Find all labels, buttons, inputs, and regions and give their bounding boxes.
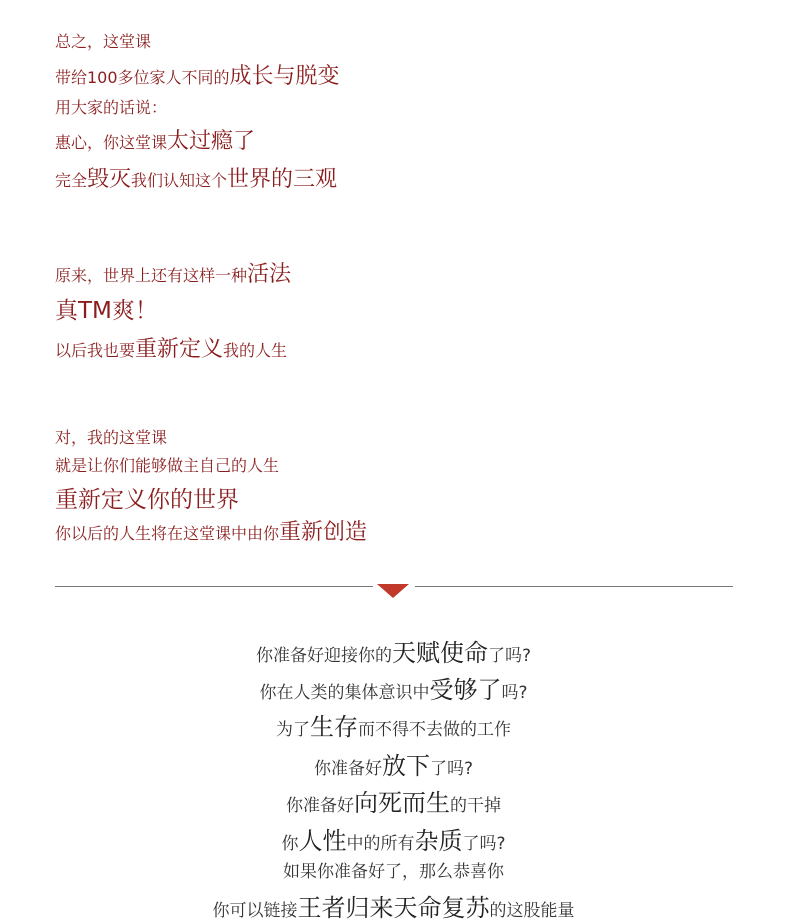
triangle-down-icon xyxy=(377,584,409,598)
text-run-emphasis: 活法 xyxy=(247,262,292,287)
text-line xyxy=(0,864,787,881)
text-run: 了吗? xyxy=(487,646,532,666)
text-line xyxy=(55,131,255,153)
text-run-emphasis: 人性 xyxy=(298,827,347,855)
text-line xyxy=(0,829,787,853)
text-run: 用大家的话说： xyxy=(55,98,168,117)
text-line xyxy=(55,264,291,286)
text-run: 了吗? xyxy=(462,834,506,854)
text-run: 的干掉 xyxy=(450,796,501,816)
text-run-emphasis: 成长与脱变 xyxy=(229,64,340,89)
text-line xyxy=(55,430,167,446)
text-line xyxy=(55,100,167,116)
text-run-emphasis: 王者归来天命复苏 xyxy=(297,894,490,922)
text-line xyxy=(55,339,287,361)
text-line xyxy=(0,896,787,920)
text-run-emphasis: 真TM爽！ xyxy=(55,298,158,324)
text-line xyxy=(0,715,787,739)
text-run-emphasis: 重新创造 xyxy=(279,520,368,545)
text-run: 你 xyxy=(281,834,299,854)
divider-line-left xyxy=(55,586,373,587)
text-run-emphasis: 世界的三观 xyxy=(227,167,338,192)
section-divider xyxy=(55,584,733,602)
text-line xyxy=(0,678,787,702)
text-line xyxy=(55,66,340,88)
text-run: 你准备好 xyxy=(286,796,354,816)
text-run-emphasis: 毁灭 xyxy=(87,167,132,192)
text-line xyxy=(0,791,787,815)
text-run: 你以后的人生将在这堂课中由你 xyxy=(55,524,280,543)
text-run: 带给100多位家人不同的 xyxy=(55,68,230,87)
text-run: 我们认知这个 xyxy=(131,171,228,190)
text-run: 而不得不去做的工作 xyxy=(358,720,511,740)
text-line xyxy=(55,522,367,544)
text-run: 总之，这堂课 xyxy=(55,32,152,51)
text-line xyxy=(55,34,151,50)
text-line xyxy=(0,754,787,778)
text-run: 完全 xyxy=(55,171,88,190)
text-run-emphasis: 杂质 xyxy=(414,827,463,855)
text-line xyxy=(0,641,787,665)
text-run: 吗? xyxy=(501,683,528,703)
text-run: 你准备好迎接你的 xyxy=(255,646,392,666)
text-run: 就是让你们能够做主自己的人生 xyxy=(55,456,280,475)
text-run: 原来，世界上还有这样一种 xyxy=(55,266,248,285)
text-run-emphasis: 重新定义你的世界 xyxy=(55,487,239,513)
text-run: 了吗? xyxy=(429,759,474,779)
text-line xyxy=(55,169,337,191)
text-run-emphasis: 向死而生 xyxy=(354,789,450,817)
text-run: 的这股能量 xyxy=(489,901,575,921)
text-run: 惠心，你这堂课 xyxy=(55,133,168,152)
text-run: 你在人类的集体意识中 xyxy=(259,683,430,703)
text-line xyxy=(55,300,158,323)
text-run-emphasis: 天赋使命 xyxy=(391,639,488,667)
text-line xyxy=(55,489,239,512)
text-run-emphasis: 生存 xyxy=(310,713,358,741)
text-run: 中的所有 xyxy=(346,834,415,854)
text-run: 以后我也要 xyxy=(55,341,136,360)
text-run: 对，我的这堂课 xyxy=(55,428,168,447)
divider-line-right xyxy=(415,586,733,587)
text-run: 你准备好 xyxy=(313,759,382,779)
text-run-emphasis: 重新定义 xyxy=(135,337,224,362)
text-run-emphasis: 太过瘾了 xyxy=(167,129,256,154)
text-run-emphasis: 放下 xyxy=(381,752,430,780)
text-run-emphasis: 受够了 xyxy=(429,676,502,704)
text-line xyxy=(55,458,279,474)
text-run: 如果你准备好了，那么恭喜你 xyxy=(283,862,504,882)
text-run: 你可以链接 xyxy=(212,901,298,921)
text-run: 我的人生 xyxy=(223,341,288,360)
text-run: 为了 xyxy=(276,720,310,740)
